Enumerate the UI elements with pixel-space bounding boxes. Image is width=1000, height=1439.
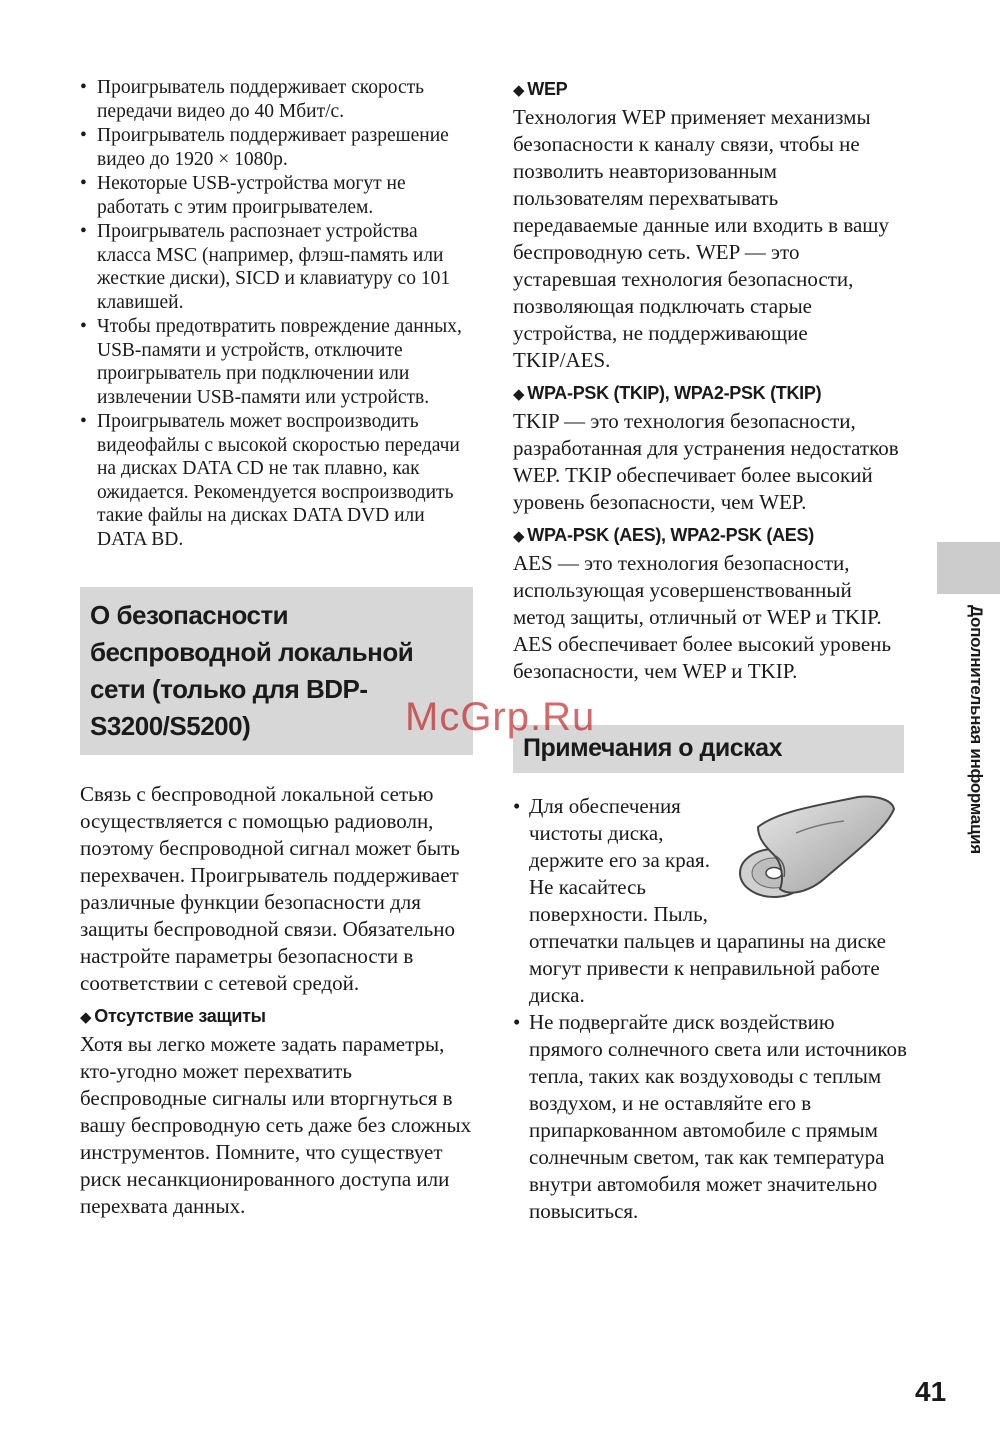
page-number: 41 bbox=[915, 1376, 947, 1407]
no-security-label: Отсутствие защиты bbox=[94, 1006, 266, 1026]
watermark: McGrp.Ru bbox=[405, 695, 596, 739]
section-side-label: Дополнительная информация bbox=[967, 605, 986, 854]
no-security-text: Хотя вы легко можете задать параметры, кто-угодно может перехватить беспроводные сигналы или вторгнуться в вашу беспроводную сеть даже без сложных инструментов. Помните, что существует риск несанкционированного доступа или перехвата данных. bbox=[80, 1032, 472, 1218]
list-item: • Проигрыватель распознает устройства класса MSC (например, флэш-память или жесткие диски), SICD и клавиатуру со 101 клавишей. bbox=[80, 220, 475, 314]
list-item bbox=[513, 793, 908, 1009]
wep-text: Технология WEP применяет механизмы безопасности к каналу связи, чтобы не позволить неавторизованным пользователям перехватывать передаваемые данные или входить в вашу беспроводную сеть. WEP — это устаревшая технология безопасности, позволяющая подключать старые устройства, не поддерживающие TKIP/AES. bbox=[513, 105, 889, 372]
aes-text-2: AES обеспечивает более высокий уровень безопасности, чем WEP и TKIP. bbox=[513, 632, 892, 683]
tkip-text: TKIP — это технология безопасности, разработанная для устранения недостатков WEP. TKIP обеспечивает более высокий уровень безопасности, чем WEP. bbox=[513, 409, 899, 514]
list-item: • Проигрыватель может воспроизводить видеофайлы с высокой скоростью передачи на дисках DATA CD не так плавно, как ожидается. Рекомендуется воспроизводить такие файлы на дисках DATA DVD или DATA BD. bbox=[80, 410, 475, 551]
wep-subheading bbox=[513, 76, 908, 104]
list-item: • Некоторые USB-устройства могут не работать с этим проигрывателем. bbox=[80, 172, 475, 219]
diamond-icon: ◆ bbox=[513, 82, 525, 99]
hand-holding-disc-icon bbox=[736, 793, 896, 913]
wep-label: WEP bbox=[527, 79, 568, 99]
aes-subheading bbox=[513, 522, 908, 550]
tkip-subheading bbox=[513, 380, 908, 408]
left-column bbox=[80, 76, 475, 1220]
tkip-label: WPA-PSK (TKIP), WPA2-PSK (TKIP) bbox=[527, 383, 822, 403]
list-item: • Проигрыватель поддерживает скорость передачи видео до 40 Мбит/с. bbox=[80, 76, 475, 123]
no-security-subheading bbox=[80, 1003, 475, 1031]
aes-label: WPA-PSK (AES), WPA2-PSK (AES) bbox=[527, 525, 814, 545]
disc-notes-list bbox=[513, 793, 908, 1225]
list-item: • Проигрыватель поддерживает разрешение видео до 1920 × 1080p. bbox=[80, 124, 475, 171]
list-item: • Не подвергайте диск воздействию прямого солнечного света или источников тепла, таких как воздуховоды с теплым воздухом, и не оставляйте его в припаркованном автомобиле с прямым солнечным светом, так как температура внутри автомобиля может значительно повыситься. bbox=[513, 1009, 908, 1225]
wireless-security-intro: Связь с беспроводной локальной сетью осуществляется с помощью радиоволн, поэтому беспроводной сигнал может быть перехвачен. Проигрыватель поддерживает различные функции безопасности для защиты беспроводной связи. Обязательно настройте параметры безопасности в соответствии с сетевой средой. bbox=[80, 782, 460, 995]
wireless-security-heading: О безопасности беспроводной локальной сети (только для BDP-S3200/S5200) bbox=[80, 587, 473, 755]
diamond-icon: ◆ bbox=[513, 386, 525, 403]
diamond-icon: ◆ bbox=[80, 1009, 92, 1026]
disc-notes-heading: Примечания о дисках bbox=[513, 725, 904, 773]
usb-notes-list bbox=[80, 76, 475, 551]
disc-note-text: Для обеспечения чистоты диска, держите его за края. Не касайтесь поверхности. Пыль, отпечатки пальцев и царапины на диске могут привести к неправильной работе диска. bbox=[529, 794, 886, 1007]
right-column bbox=[513, 76, 908, 1225]
list-item: • Чтобы предотвратить повреждение данных, USB-памяти и устройств, отключите проигрыватель при подключении или извлечении USB-памяти или устройств. bbox=[80, 315, 475, 409]
aes-text: AES — это технология безопасности, использующая усовершенствованный метод защиты, отличный от WEP и TKIP. bbox=[513, 551, 882, 629]
section-tab-marker bbox=[937, 542, 1000, 594]
diamond-icon: ◆ bbox=[513, 528, 525, 545]
